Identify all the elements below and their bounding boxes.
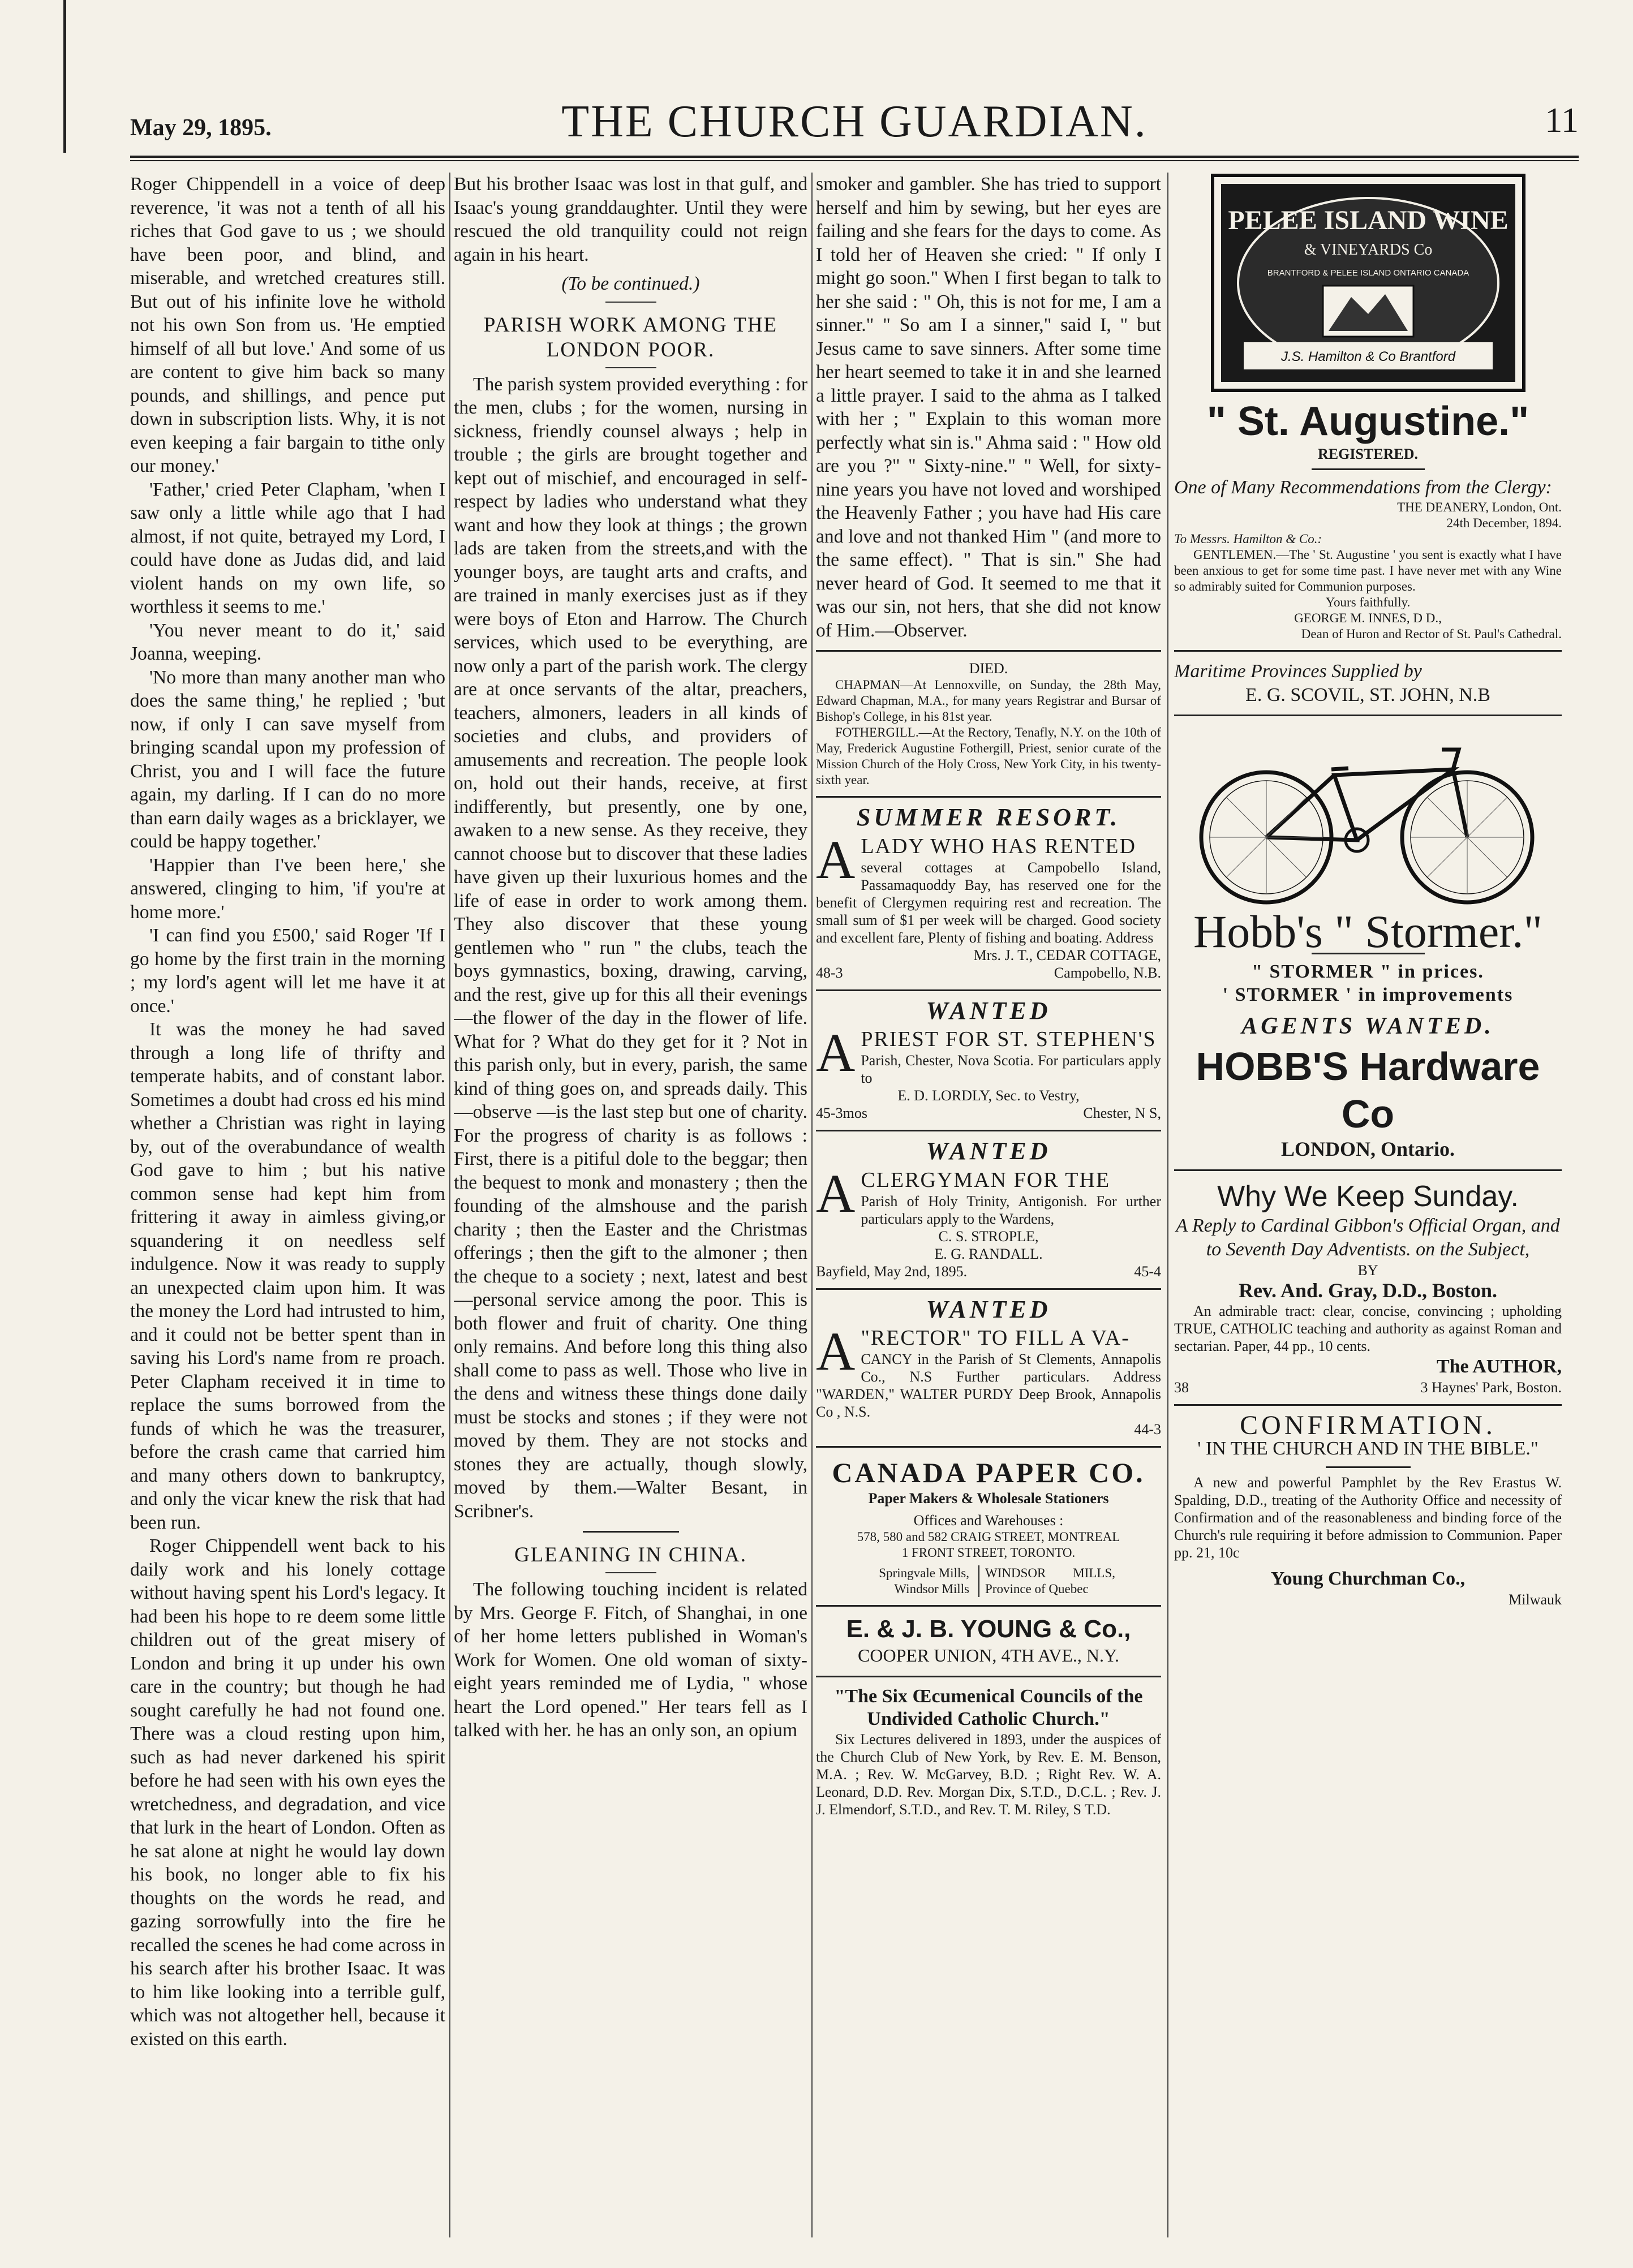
divider (1174, 650, 1562, 652)
ornamental-rule (583, 1531, 679, 1533)
divider (605, 1572, 656, 1573)
agents-wanted: AGENTS WANTED. (1241, 1013, 1494, 1039)
masthead-rule (130, 156, 1579, 158)
ad-lead: LADY WHO HAS RENTED (861, 834, 1136, 858)
wanted-heading: WANTED (926, 1295, 1051, 1323)
maritime-label: Maritime Provinces Supplied by (1174, 661, 1422, 682)
ad-signature: C. S. STROPLE, (938, 1228, 1039, 1245)
article-title: GLEANING IN CHINA. (514, 1543, 747, 1566)
sunday-by: BY (1357, 1262, 1378, 1279)
divider (816, 650, 1161, 652)
augustine-subtitle: One of Many Recommendations from the Clergy: (1174, 477, 1552, 498)
column-1 (130, 173, 445, 2237)
article-paragraph: The following touching incident is related by Mrs. George F. Fitch, of Shanghai, in one of her home letters published in Woman's Work for Women. One old woman of sixty-eight years reminded me of Lydia, " whose heart the Lord opened." Her tears fell as I talked with her. he has an only son, an opium (454, 1579, 807, 1741)
confirmation-publisher: Young Churchman Co., (1270, 1568, 1466, 1589)
wanted-heading: WANTED (926, 1137, 1051, 1165)
story-paragraph: Roger Chippendell went back to his daily work and his lonely cottage without having spent his Lord's legacy. It had been his hope to re deem some little children out of the great misery of London and bring it up under his own care in the country; but though he had sought carefully he had not found one. There was a cloud resting upon him, such as had never darkened his spirit before he had seen with his own eyes the wretchedness, and degradation, and vice that lurk in the heart of London. Often as he sat alone at night he would lay down his book, no longer able to fix his thoughts on the words he read, and gazing sorrowfully into the fire he recalled the scenes he had come across in his search after his brother Isaac. It was to him like looking into a terrible gulf, which was not altogether hell, because it existed on this earth. (130, 1535, 445, 2050)
article-paragraph: smoker and gambler. She has tried to support herself and him by sewing, but her eyes are failing and she fears for the days to come. As I told her of Heaven she cried: " If only I might go soon." When I first began to talk to her she said : " Oh, this is not for me, I am a sinner." " So am I a sinner," said I, " but Jesus came to save sinners. After some time her heart seemed to take it in and she learned a little prayer. I said to the ahma as I talked with her ; " Explain to this woman more perfectly what sin is." Ahma said : " How old are you ?" " Sixty-nine." " Well, for sixty-nine years you have not loved and worshiped the Heavenly Father ; you have had His care and love and not thanked Him " (and more to the same effect). " That is sin." She had never heard of God. It seemed to me that it was our sin, not hers, that she did not know of Him.—Observer. (816, 174, 1161, 641)
augustine-signature-title: Dean of Huron and Rector of St. Paul's Cathedral. (1301, 627, 1562, 641)
divider (1174, 1169, 1562, 1171)
column-2 (454, 173, 807, 2237)
column-3 (816, 173, 1161, 2237)
column-divider (811, 173, 813, 2237)
divider (816, 989, 1161, 991)
divider (816, 1605, 1161, 1607)
sunday-author: Rev. And. Gray, D.D., Boston. (1238, 1279, 1498, 1302)
sunday-address: 3 Haynes' Park, Boston. (1420, 1379, 1562, 1396)
ad-code: 44-3 (1134, 1421, 1161, 1438)
stormer-prices: " STORMER " in prices. (1252, 961, 1484, 982)
ad-code: 45-4 (1134, 1263, 1161, 1280)
issue-date: May 29, 1895. (130, 115, 272, 141)
story-paragraph: 'Happier than I've been here,' she answered, clinging to him, 'if you're at home more.' (130, 854, 445, 923)
hobbs-hardware-title: HOBB'S Hardware Co (1196, 1044, 1540, 1136)
wanted-ad-rector (816, 1321, 1161, 1438)
story-paragraph: But his brother Isaac was lost in that gulf, and Isaac's young granddaughter. Until they were rescued the old tranquility could not reign again in his heart. (454, 174, 807, 265)
story-paragraph: 'I can find you £500,' said Roger 'If I go home by the first train in the morning ; my lord's agent will let me have it at once.' (130, 925, 445, 1017)
article-title: PARISH WORK AMONG THE LONDON POOR. (483, 313, 778, 361)
councils-title: "The Six Œcumenical Councils of the Undivided Catholic Church." (834, 1685, 1143, 1729)
drop-cap: A (816, 1163, 856, 1224)
obituary-entry: FOTHERGILL.—At the Rectory, Tenafly, N.Y. on the 10th of May, Frederick Augustine Fothergill, Priest, senior curate of the Mission Church of the Holy Cross, New York City, in his twenty-sixth year. (816, 725, 1161, 787)
wanted-ad-clergyman (816, 1163, 1161, 1280)
ad-signature: Mrs. J. T., CEDAR COTTAGE, (973, 946, 1161, 963)
drop-cap: A (816, 1321, 856, 1382)
ad-body: several cottages at Campobello Island, Passamaquoddy Bay, has reserved one for the benefit of Clergymen requiring rest and recreation. The small sum of $1 per week will be charged. Good society and excellent fare, Plenty of fishing and boating. Address (816, 859, 1161, 946)
divider (816, 1446, 1161, 1448)
ad-body: Parish of Holy Trinity, Antigonish. For urther particulars apply to the Wardens, (861, 1193, 1161, 1227)
sunday-subtitle: A Reply to Cardinal Gibbon's Official Organ, and to Seventh Day Adventists. on the Subject, (1176, 1215, 1560, 1260)
died-heading: DIED. (969, 660, 1008, 677)
canada-paper-subtitle: Paper Makers & Wholesale Stationers (868, 1490, 1109, 1507)
ad-body: CANCY in the Parish of St Clements, Annapolis Co., N.S Further particulars. Address "WARDEN," WALTER PURDY Deep Brook, Annapolis Co , N.S. (816, 1351, 1161, 1420)
wine-logo-arc-text: PELEE ISLAND WINE (1227, 205, 1509, 235)
ad-lead: CLERGYMAN FOR THE (861, 1168, 1111, 1192)
column-divider (449, 173, 450, 2237)
offices-label: Offices and Warehouses : (913, 1512, 1064, 1529)
story-paragraph: 'You never meant to do it,' said Joanna, weeping. (130, 619, 445, 664)
story-paragraph: It was the money he had saved through a long life of thrifty and temperate habits, and of constant labor. Sometimes a doubt had cross ed his mind whether a Christian was right in laying by, out of the overabundance of wealth God gave to him ; but his native common sense had kept him from frittering it away in aimless giving,or squandering it on needless self indulgence. Now it was ready to supply an unexpected claim upon him. It was the money the Lord had intrusted to him, and it could not be better spent than in saving his Lord's name from re proach. Peter Clapham received it in time to replace the sums borrowed from the funds of which he was the treasurer, before the crash came that carried him and many others down to bankruptcy, and only the vicar knew the risk that had been run. (130, 1019, 445, 1533)
ad-code: 45-3mos (816, 1105, 867, 1121)
augustine-letter: GENTLEMEN.—The ' St. Augustine ' you sent is exactly what I have been anxious to get for some time past. I have never met with any Wine so admirably suited for Communion purposes. (1174, 548, 1562, 593)
column-divider (1167, 173, 1168, 2237)
ad-code: 48-3 (816, 964, 843, 981)
scovil-line: E. G. SCOVIL, ST. JOHN, N.B (1245, 684, 1490, 705)
ad-place: Bayfield, May 2nd, 1895. (816, 1263, 968, 1280)
divider (816, 1676, 1161, 1677)
divider (605, 367, 656, 368)
summer-resort-heading: SUMMER RESORT. (856, 803, 1121, 831)
divider (605, 302, 656, 303)
councils-body: Six Lectures delivered in 1893, under the auspices of the Church Club of New York, by Rev. E. M. Benson, M.A. ; Rev. W. McGarvey, B.D. ; Right Rev. W. A. Leonard, D.D. Rev. Morgan Dix, S.T.D., D.C.L. ; Rev. J. J. Elmendorf, S.T.D., and Rev. T. M. Riley, S T.D. (816, 1731, 1161, 1818)
ad-body: Parish, Chester, Nova Scotia. For particulars apply to (861, 1052, 1161, 1086)
bicycle-illustration (1187, 724, 1549, 911)
divider (1174, 1404, 1562, 1406)
confirmation-body: A new and powerful Pamphlet by the Rev Erastus W. Spalding, D.D., treating of the Authority Office and necessity of Confirmation and of the reasonableness and binding force of the Church's rule requiring it before admission to Communion. Paper pp. 21, 10c (1174, 1474, 1562, 1561)
wine-logo-agents-text: J.S. Hamilton & Co Brantford (1280, 349, 1455, 364)
masthead-rule-thin (130, 160, 1579, 161)
divider (1312, 468, 1425, 470)
sunday-body: An admirable tract: clear, concise, convincing ; upholding TRUE, CATHOLIC teaching and authority as against Roman and sectarian. Paper, 44 pp., 10 cents. (1174, 1303, 1562, 1354)
obituary-entry: CHAPMAN—At Lennoxville, on Sunday, the 28th May, Edward Chapman, M.A., for many years Registrar and Bursar of Bishop's College, in his 81st year. (816, 678, 1161, 724)
st-augustine-title: " St. Augustine." (1206, 399, 1529, 444)
divider (1326, 1466, 1411, 1468)
summer-resort-ad (816, 829, 1161, 982)
hobbs-location: LONDON, Ontario. (1280, 1138, 1455, 1160)
drop-cap: A (816, 829, 856, 890)
article-paragraph: The parish system provided everything : for the men, clubs ; for the women, nursing in sickness, friendly counsel always ; help in trouble ; the girls are brought together and kept out of mischief, and encouraged in self-respect by ladies who understand what they want and how they look at things ; the grown lads are taken from the streets,and with the younger boys, are taught arts and crafts, and are trained in manly exercises just as if they were boys of Eton and Harrow. The Church services, which used to be everything, are now only a part of the parish work. The clergy are at once servants of the altar, preachers, teachers, almoners, leaders in all kinds of societies and clubs, and providers of amusements and recreation. The people look on, hold out their hands, receive, at first indifferently, but presently, one by one, awaken to a new sense. As they receive, they cannot choose but to discover that these ladies have given up their luxurious homes and the life of ease in order to work among them. They also discover that these young gentlemen who " run " the clubs, teach the boys gymnastics, boxing, drawing, carving, and the rest, give up for this all their evenings—the flower of the day in the flower of life. What for ? What do they get for it ? Not in this parish only, but in every, parish, the same kind of thing goes on, and spreads daily. This—observe —is the last step but one of charity. For the progress of charity is as follows : First, there is a pitiful dole to the beggar; then the bequest to monk and monastery ; then the founding of the almshouse and the parish charity ; then the Easter and the Christmas offerings ; then the gift to the almoner ; then the cheque to a society ; next, latest and best—personal service among the poor. This is both flower and fruit of charity. One thing only remains. And before long this thing also shall come to pass as well. Those who live in the dens and witness these things done daily must be stocks and stones ; if they were not moved by them. They are not stocks and stones they are actually, though slowly, moved by them.—Walter Besant, in Scribner's. (454, 373, 807, 1522)
confirmation-title: CONFIRMATION. (1240, 1410, 1496, 1440)
augustine-deanery: THE DEANERY, London, Ont. (1397, 500, 1562, 514)
divider (816, 1288, 1161, 1290)
mills-right: WINDSOR MILLS, Province of Quebec (978, 1565, 1115, 1597)
augustine-date: 24th December, 1894. (1446, 516, 1562, 530)
registered-label: REGISTERED. (1318, 446, 1418, 462)
divider (1174, 715, 1562, 716)
address-line: 1 FRONT STREET, TORONTO. (901, 1546, 1076, 1560)
divider (816, 1130, 1161, 1131)
young-publisher-address: COOPER UNION, 4TH AVE., N.Y. (858, 1645, 1119, 1666)
canada-paper-title: CANADA PAPER CO. (832, 1457, 1145, 1488)
confirmation-place: Milwauk (1509, 1591, 1562, 1608)
augustine-closing: Yours faithfully. (1325, 595, 1411, 609)
ad-place: Campobello, N.B. (1054, 964, 1161, 981)
ad-lead: "RECTOR" TO FILL A VA- (861, 1326, 1130, 1350)
wine-logo-line-text: BRANTFORD & PELEE ISLAND ONTARIO CANADA (1267, 268, 1469, 278)
newspaper-title: THE CHURCH GUARDIAN. (561, 97, 1148, 147)
stormer-improvements: ' STORMER ' in improvements (1222, 984, 1514, 1005)
pelee-island-wine-logo (1210, 173, 1527, 393)
margin-rule (63, 0, 66, 153)
ad-code: 38 (1174, 1379, 1189, 1396)
confirmation-subtitle: ' IN THE CHURCH AND IN THE BIBLE." (1197, 1438, 1539, 1459)
address-line: 578, 580 and 582 CRAIG STREET, MONTREAL (857, 1530, 1120, 1544)
ad-place: Chester, N S, (1083, 1105, 1161, 1121)
ad-lead: PRIEST FOR ST. STEPHEN'S (861, 1027, 1157, 1051)
wanted-ad-priest (816, 1022, 1161, 1122)
ad-signature: E. G. RANDALL. (934, 1245, 1043, 1262)
wine-logo-sub-text: & VINEYARDS Co (1304, 241, 1432, 259)
augustine-to: To Messrs. Hamilton & Co.: (1174, 532, 1322, 546)
hobbs-stormer-title: Hobb's " Stormer." (1193, 906, 1542, 957)
sunday-the-author: The AUTHOR, (1436, 1356, 1562, 1377)
wanted-heading: WANTED (926, 996, 1051, 1025)
young-publisher-title: E. & J. B. YOUNG & Co., (846, 1615, 1131, 1643)
mills-left: Springvale Mills, Windsor Mills (879, 1566, 969, 1596)
to-be-continued: (To be continued.) (561, 273, 700, 294)
ad-signature: E. D. LORDLY, Sec. to Vestry, (897, 1087, 1080, 1104)
divider (816, 796, 1161, 798)
story-paragraph: 'No more than many another man who does the same thing,' he replied ; 'but now, if only I can save myself from bringing scandal upon my profession of Christ, you and I will face the future again, my darling. If I can do no more than earn daily wages as a bricklayer, we could be happy together.' (130, 666, 445, 852)
augustine-signature: GEORGE M. INNES, D D., (1294, 611, 1442, 625)
sunday-title: Why We Keep Sunday. (1217, 1180, 1519, 1213)
masthead (130, 85, 1579, 170)
story-paragraph: Roger Chippendell in a voice of deep reverence, 'it was not a tenth of all his riches that God gave to us ; we should have been poor, and blind, and miserable, and wretched creatures still. But out of his infinite love he withold not his own Son from us. 'He emptied himself of all but love.' And some of us are content to give him back so many pounds, and shillings, and pence put down in subscription lists. Why, it is not even keeping a fair bargain to tithe only our money.' (130, 174, 445, 476)
column-4 (1174, 173, 1562, 2237)
page-number: 11 (1545, 101, 1579, 140)
drop-cap: A (816, 1022, 856, 1083)
story-paragraph: 'Father,' cried Peter Clapham, 'when I saw only a little while ago that I had almost, if not quite, betrayed my Lord, I could have done as Judas did, and laid violent hands on my own life, so worthless it seems to me.' (130, 479, 445, 617)
